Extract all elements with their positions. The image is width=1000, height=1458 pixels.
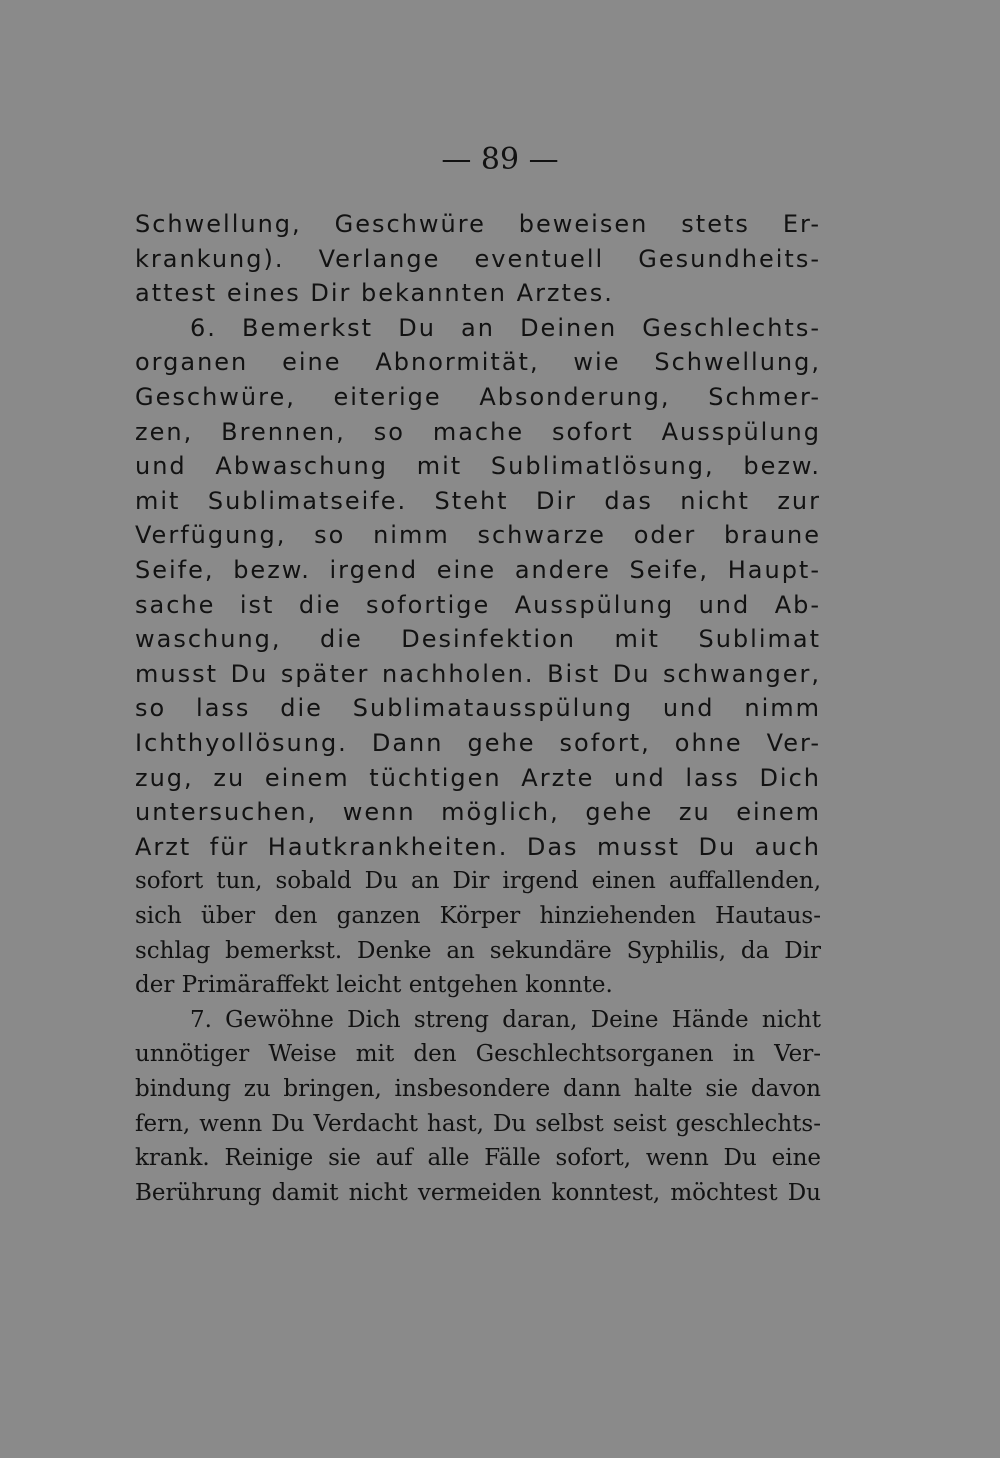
- text-line: krankung). Verlange eventuell Gesundheits-: [135, 244, 821, 273]
- text-line: so lass die Sublimatausspülung und nimm: [135, 694, 821, 723]
- text-line: unnötiger Weise mit den Geschlechtsorganen in Ver-: [135, 1041, 821, 1068]
- text-line: Schwellung, Geschwüre beweisen stets Er-: [135, 210, 821, 238]
- text-line: Seife, bezw. irgend eine andere Seife, Haupt-: [135, 556, 821, 584]
- text-line: Arzt für Hautkrankheiten. Das musst Du auch: [135, 832, 821, 861]
- text-line: Verfügung, so nimm schwarze oder braune: [135, 521, 821, 550]
- text-line: Geschwüre, eiterige Absonderung, Schmer-: [135, 383, 821, 411]
- text-line: der Primäraffekt leicht entgehen konnte.: [135, 972, 613, 999]
- text-line: musst Du später nachholen. Bist Du schwanger,: [135, 659, 821, 688]
- text-line: Ichthyollösung. Dann gehe sofort, ohne Ver-: [135, 729, 821, 757]
- text-line: attest eines Dir bekannten Arztes.: [135, 279, 614, 308]
- text-line: zug, zu einem tüchtigen Arzte und lass Dich: [135, 763, 821, 792]
- text-line: fern, wenn Du Verdacht hast, Du selbst seist geschlechts-: [135, 1110, 821, 1137]
- text-line: untersuchen, wenn möglich, gehe zu einem: [135, 798, 821, 827]
- text-line: schlag bemerkst. Denke an sekundäre Syphilis, da Dir: [135, 937, 821, 964]
- text-line: organen eine Abnormität, wie Schwellung,: [135, 348, 821, 377]
- text-line: 7. Gewöhne Dich streng daran, Deine Hände nicht: [190, 1006, 821, 1033]
- text-line: zen, Brennen, so mache sofort Ausspülung: [135, 417, 821, 446]
- text-line: waschung, die Desinfektion mit Sublimat: [135, 625, 821, 654]
- page-number: — 89 —: [441, 142, 559, 177]
- text-line: sache ist die sofortige Ausspülung und Ab-: [135, 590, 821, 619]
- text-line: bindung zu bringen, insbesondere dann halte sie davon: [135, 1076, 821, 1102]
- text-line: sich über den ganzen Körper hinziehenden Hautaus-: [135, 903, 821, 929]
- text-line: 6. Bemerkst Du an Deinen Geschlechts-: [190, 313, 821, 342]
- text-line: mit Sublimatseife. Steht Dir das nicht zur: [135, 486, 821, 515]
- text-line: krank. Reinige sie auf alle Fälle sofort, wenn Du eine: [135, 1145, 821, 1172]
- text-line: Berührung damit nicht vermeiden konntest, möchtest Du: [135, 1179, 821, 1206]
- text-line: und Abwaschung mit Sublimatlösung, bezw.: [135, 452, 821, 481]
- text-line: sofort tun, sobald Du an Dir irgend einen auffallenden,: [135, 868, 821, 895]
